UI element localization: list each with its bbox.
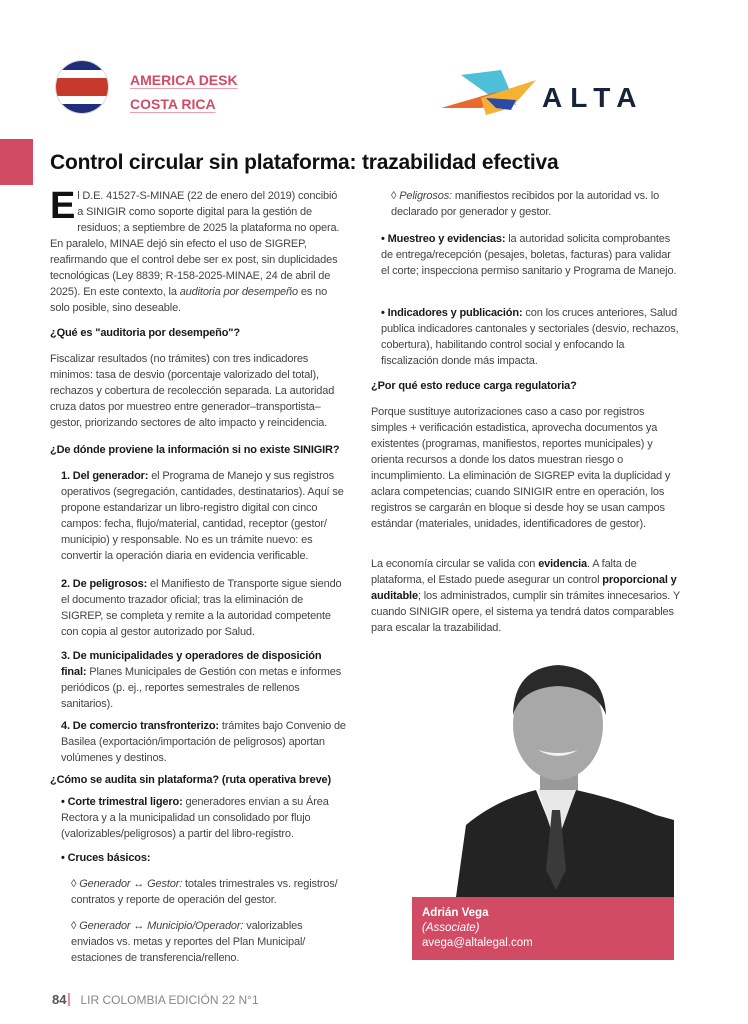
footer-divider bbox=[68, 993, 70, 1006]
section-header bbox=[130, 68, 238, 116]
cross-item: ◊ Peligrosos: manifiestos recibidos por la autoridad vs. lo declarado por generador y gestor. bbox=[391, 190, 660, 218]
source-item: 4. De comercio transfronterizo: trámites bajo Convenio de Basilea (exportación/importación de peligrosos) aportan volúmenes y destinos. bbox=[61, 720, 346, 764]
cross-item: ◊ Generador ↔ Gestor: totales trimestrales vs. registros/ contratos y reporte de operación del gestor. bbox=[71, 878, 338, 906]
author-role: (Associate) bbox=[422, 922, 480, 934]
closing-paragraph: La economía circular se valida con evidencia. A falta de plataforma, el Estado puede asegurar un control proporcional y auditable; los administrados, cumplir sin trámites innecesarios. Y cuando SINIGIR opere, el sistema ya tendrá datos comparables para escalar la trazabilidad. bbox=[371, 558, 680, 634]
paragraph-what-is: Fiscalizar resultados (no trámites) con tres indicadores minimos: tasa de desvio (porcentaje valorizado del total), rechazos y cobertura de recolección separada. La autoridad cruza datos por muestreo entre generador–transportista–gestor, priorizando sectores de alto impacto y reincidencia. bbox=[50, 353, 335, 429]
paragraph-why: Porque sustituye autorizaciones caso a caso por registros simples + verificación estadistica, aprovecha documentos ya existentes (programas, manifiestos, reportes municipales) y orienta recursos a donde los datos muestran riesgo o incumplimiento. La eliminación de SIGREP evita la duplicidad y aclara competencias; cuando SINIGIR entre en operación, los registros se cargarán en bloque si desde hoy se usan campos estándar (materiales, unidades, identificadores de gestor). bbox=[371, 406, 671, 530]
source-item: 1. Del generador: el Programa de Manejo y sus registros operativos (segregación, cantidades, destinatarios). Aquí se propone estandarizar un libro-registro digital con cinco campos: fecha, flujo/material, cantidad, receptor (gestor/ municipio) y responsable. No es un trámite nuevo: es convertir la operación diaria en evidencia verificable. bbox=[61, 470, 344, 562]
diamond-bullet-icon: ◊ bbox=[391, 190, 397, 202]
author-email[interactable]: avega@altalegal.com bbox=[422, 937, 533, 949]
heading-how-audit: ¿Cómo se audita sin plataforma? (ruta operativa breve) bbox=[50, 774, 332, 786]
logo-text: ALTA bbox=[542, 82, 645, 113]
diamond-bullet-icon: ◊ bbox=[71, 878, 77, 890]
heading-why: ¿Por qué esto reduce carga regulatoria? bbox=[371, 380, 577, 392]
costa-rica-flag-icon bbox=[56, 61, 108, 113]
page-footer bbox=[52, 992, 259, 1008]
step-item: • Indicadores y publicación: con los cruces anteriores, Salud publica indicadores cantonales y sectoriales (desvio, rechazos, cobertura), habilitando control social y enfocando la fiscalización donde más impacta. bbox=[381, 307, 679, 367]
diamond-bullet-icon: ◊ bbox=[71, 920, 77, 932]
heading-what-is: ¿Qué es "auditoria por desempeño"? bbox=[50, 327, 240, 339]
step-item: • Muestreo y evidencias: la autoridad solicita comprobantes de entrega/recepción (pesajes, boletas, facturas) para validar el corte; inspecciona permiso sanitario y Programa de Manejo. bbox=[381, 233, 677, 277]
publication-name: LIR COLOMBIA EDICIÓN 22 N°1 bbox=[80, 993, 259, 1007]
article-title: Control circular sin plataforma: trazabilidad efectiva bbox=[50, 151, 559, 174]
title-accent-bar bbox=[0, 139, 33, 185]
step-item: • Cruces básicos: bbox=[61, 852, 151, 864]
source-item: 3. De municipalidades y operadores de disposición final: Planes Municipales de Gestión con metas e informes periódicos (p. ej., reportes semestrales de rellenos sanitarios). bbox=[61, 650, 342, 710]
author-photo bbox=[456, 650, 674, 897]
section-label[interactable]: AMERICA DESK bbox=[130, 72, 238, 88]
heading-sources: ¿De dónde proviene la información si no existe SINIGIR? bbox=[50, 444, 340, 456]
intro-paragraph: El D.E. 41527-S-MINAE (22 de enero del 2019) concibió a SINIGIR como soporte digital para la gestión de residuos; a septiembre de 2025 la plataforma no opera. En paralelo, MINAE dejó sin efecto el uso de SIGREP, reafirmando que el control debe ser ex post, sin duplicidades tecnológicas (Ley 8839; R-158-2025-MINAE, 24 de abril de 2025). En este contexto, la auditoria por desempeño es no solo posible, sino deseable. bbox=[50, 185, 340, 314]
author-card bbox=[412, 897, 674, 960]
alta-logo-icon bbox=[441, 70, 537, 120]
author-name: Adrián Vega bbox=[422, 907, 489, 919]
source-item: 2. De peligrosos: el Manifiesto de Transporte sigue siendo el documento trazador oficial; tras la eliminación de SIGREP, se completa y remite a la autoridad competente con copia al gestor autorizado por Salud. bbox=[61, 578, 342, 638]
cross-item: ◊ Generador ↔ Municipio/Operador: valorizables enviados vs. metas y reportes del Plan Municipal/ estaciones de transferencia/relleno. bbox=[71, 920, 306, 964]
country-label[interactable]: COSTA RICA bbox=[130, 96, 216, 112]
page-number: 84 bbox=[52, 992, 67, 1007]
step-item: • Corte trimestral ligero: generadores envian a su Área Rectora y a la municipalidad un consolidado por flujo (valorizables/peligrosos) a partir del libro-registro. bbox=[61, 796, 329, 840]
drop-cap: E bbox=[50, 185, 76, 227]
